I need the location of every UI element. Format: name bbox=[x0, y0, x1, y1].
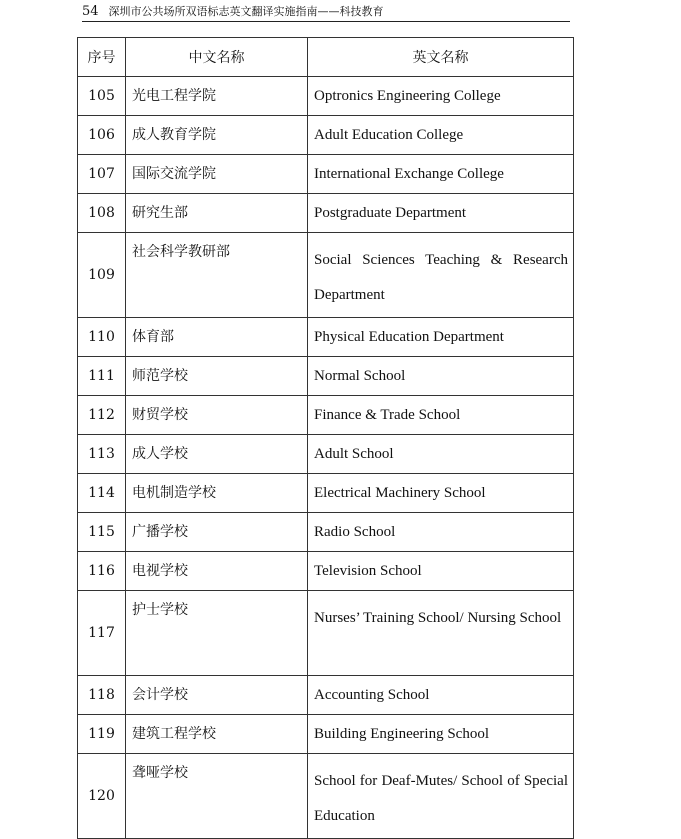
english-name: Social Sciences Teaching & Research Department bbox=[308, 233, 574, 318]
table-row bbox=[78, 715, 574, 754]
chinese-name: 师范学校 bbox=[126, 357, 308, 396]
terminology-table bbox=[77, 37, 574, 839]
english-name: Physical Education Department bbox=[308, 318, 574, 357]
table-row bbox=[78, 194, 574, 233]
table-row bbox=[78, 754, 574, 839]
english-name: School for Deaf-Mutes/ School of Special Education bbox=[308, 754, 574, 839]
chinese-name: 财贸学校 bbox=[126, 396, 308, 435]
table-row bbox=[78, 116, 574, 155]
row-number: 106 bbox=[78, 116, 126, 155]
chinese-name: 建筑工程学校 bbox=[126, 715, 308, 754]
table-row bbox=[78, 435, 574, 474]
english-name: Finance & Trade School bbox=[308, 396, 574, 435]
table-row bbox=[78, 233, 574, 318]
table-row bbox=[78, 318, 574, 357]
chinese-name: 护士学校 bbox=[126, 591, 308, 676]
english-name: Television School bbox=[308, 552, 574, 591]
table-row bbox=[78, 591, 574, 676]
table-row bbox=[78, 474, 574, 513]
english-name: Electrical Machinery School bbox=[308, 474, 574, 513]
english-name: International Exchange College bbox=[308, 155, 574, 194]
row-number: 118 bbox=[78, 676, 126, 715]
english-name: Optronics Engineering College bbox=[308, 77, 574, 116]
page-header bbox=[82, 4, 570, 20]
table-row bbox=[78, 396, 574, 435]
row-number: 110 bbox=[78, 318, 126, 357]
table-row bbox=[78, 155, 574, 194]
row-number: 111 bbox=[78, 357, 126, 396]
row-number: 117 bbox=[78, 591, 126, 676]
table-header-row bbox=[78, 38, 574, 77]
chinese-name: 成人学校 bbox=[126, 435, 308, 474]
table-row bbox=[78, 513, 574, 552]
english-name: Nurses’ Training School/ Nursing School bbox=[308, 591, 574, 676]
column-header-english-name: 英文名称 bbox=[308, 38, 574, 77]
chinese-name: 电视学校 bbox=[126, 552, 308, 591]
row-number: 113 bbox=[78, 435, 126, 474]
table-row bbox=[78, 676, 574, 715]
english-name: Adult Education College bbox=[308, 116, 574, 155]
row-number: 112 bbox=[78, 396, 126, 435]
column-header-number: 序号 bbox=[78, 38, 126, 77]
english-name: Radio School bbox=[308, 513, 574, 552]
header-rule bbox=[82, 21, 570, 22]
english-name: Normal School bbox=[308, 357, 574, 396]
chinese-name: 国际交流学院 bbox=[126, 155, 308, 194]
english-name: Adult School bbox=[308, 435, 574, 474]
row-number: 115 bbox=[78, 513, 126, 552]
chinese-name: 社会科学教研部 bbox=[126, 233, 308, 318]
chinese-name: 光电工程学院 bbox=[126, 77, 308, 116]
chinese-name: 广播学校 bbox=[126, 513, 308, 552]
row-number: 108 bbox=[78, 194, 126, 233]
chinese-name: 体育部 bbox=[126, 318, 308, 357]
row-number: 114 bbox=[78, 474, 126, 513]
chinese-name: 成人教育学院 bbox=[126, 116, 308, 155]
english-name: Building Engineering School bbox=[308, 715, 574, 754]
table-row bbox=[78, 552, 574, 591]
page-number: 54 bbox=[82, 4, 99, 19]
running-title: 深圳市公共场所双语标志英文翻译实施指南——科技教育 bbox=[108, 5, 384, 18]
row-number: 120 bbox=[78, 754, 126, 839]
chinese-name: 会计学校 bbox=[126, 676, 308, 715]
english-name: Accounting School bbox=[308, 676, 574, 715]
chinese-name: 研究生部 bbox=[126, 194, 308, 233]
column-header-chinese-name: 中文名称 bbox=[126, 38, 308, 77]
english-name: Postgraduate Department bbox=[308, 194, 574, 233]
row-number: 109 bbox=[78, 233, 126, 318]
table-row bbox=[78, 77, 574, 116]
table-row bbox=[78, 357, 574, 396]
row-number: 107 bbox=[78, 155, 126, 194]
row-number: 119 bbox=[78, 715, 126, 754]
chinese-name: 聋哑学校 bbox=[126, 754, 308, 839]
row-number: 105 bbox=[78, 77, 126, 116]
row-number: 116 bbox=[78, 552, 126, 591]
chinese-name: 电机制造学校 bbox=[126, 474, 308, 513]
